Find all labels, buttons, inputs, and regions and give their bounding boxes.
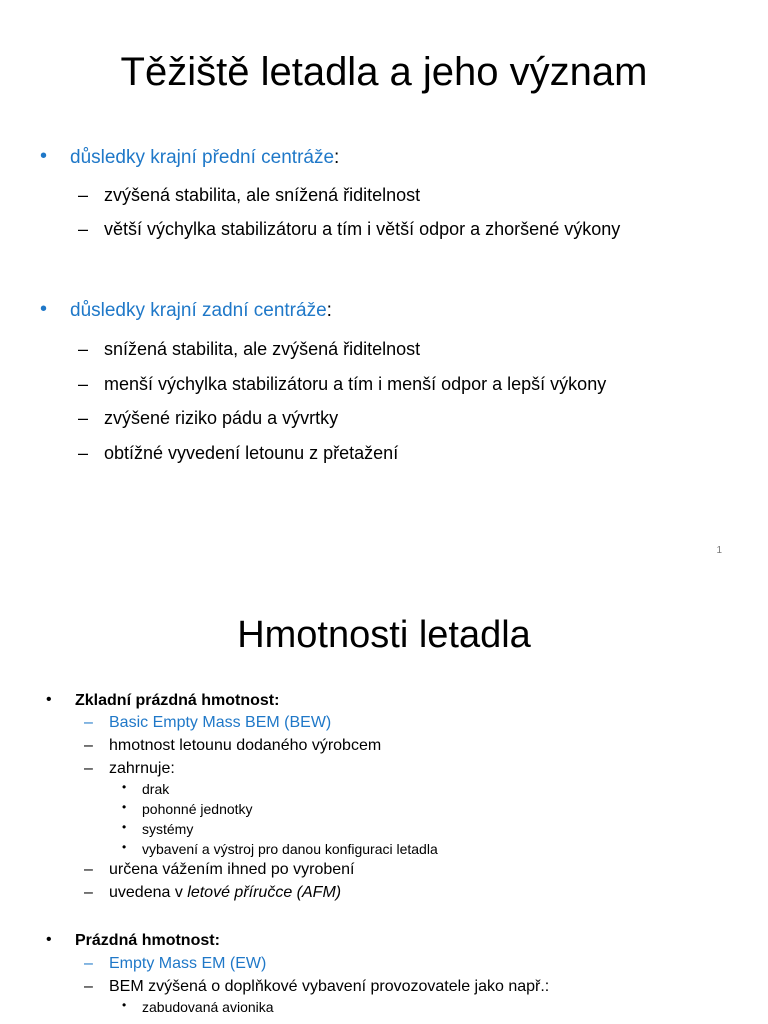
bullet-heading: důsledky krajní zadní centráže: [70, 300, 327, 321]
bullet-dot: •: [46, 931, 52, 948]
slide-title: Hmotnosti letadla: [237, 614, 531, 656]
bullet-dot: •: [40, 298, 48, 320]
slide-1: Těžiště letadla a jeho význam • důsledky krajní přední centráže: – zvýšená stabilita, ale snížená řiditelnost – větší výchylka stabilizátoru a tím i větší odpor a zhoršené výkony • důsledky krajní zadní centráže: – snížená stabilita, ale zvýšená řiditelnost – menší výchylka stabilizátoru a tím i menší odpor a lepší výkony – zvýšené riziko pádu a vývrtky – obtížné vyvedení letounu z přetažení 1: [0, 0, 768, 570]
bullet-dot: •: [40, 145, 48, 167]
slide-title: Těžiště letadla a jeho význam: [120, 50, 648, 94]
bullet-heading: důsledky krajní přední centráže: [70, 147, 335, 168]
bullet-dot: •: [46, 691, 52, 708]
slide-2: Hmotnosti letadla • Zkladní prázdná hmotnost: – Basic Empty Mass BEM (BEW) – hmotnost letounu dodaného výrobcem – zahrnuje: • drak • pohonné jednotky • systémy • vybavení a výstroj pro danou konfiguraci letadla – určena vážením ihned po vyrobení – uvedena v letové příručce (AFM) • Prázdná hmotnost: – Empty Mass EM (EW) – BEM zvýšená o doplňkové vybavení provozovatele jako např.: • zabudovaná avionika: [0, 590, 768, 1024]
page-number: 1: [716, 545, 722, 556]
